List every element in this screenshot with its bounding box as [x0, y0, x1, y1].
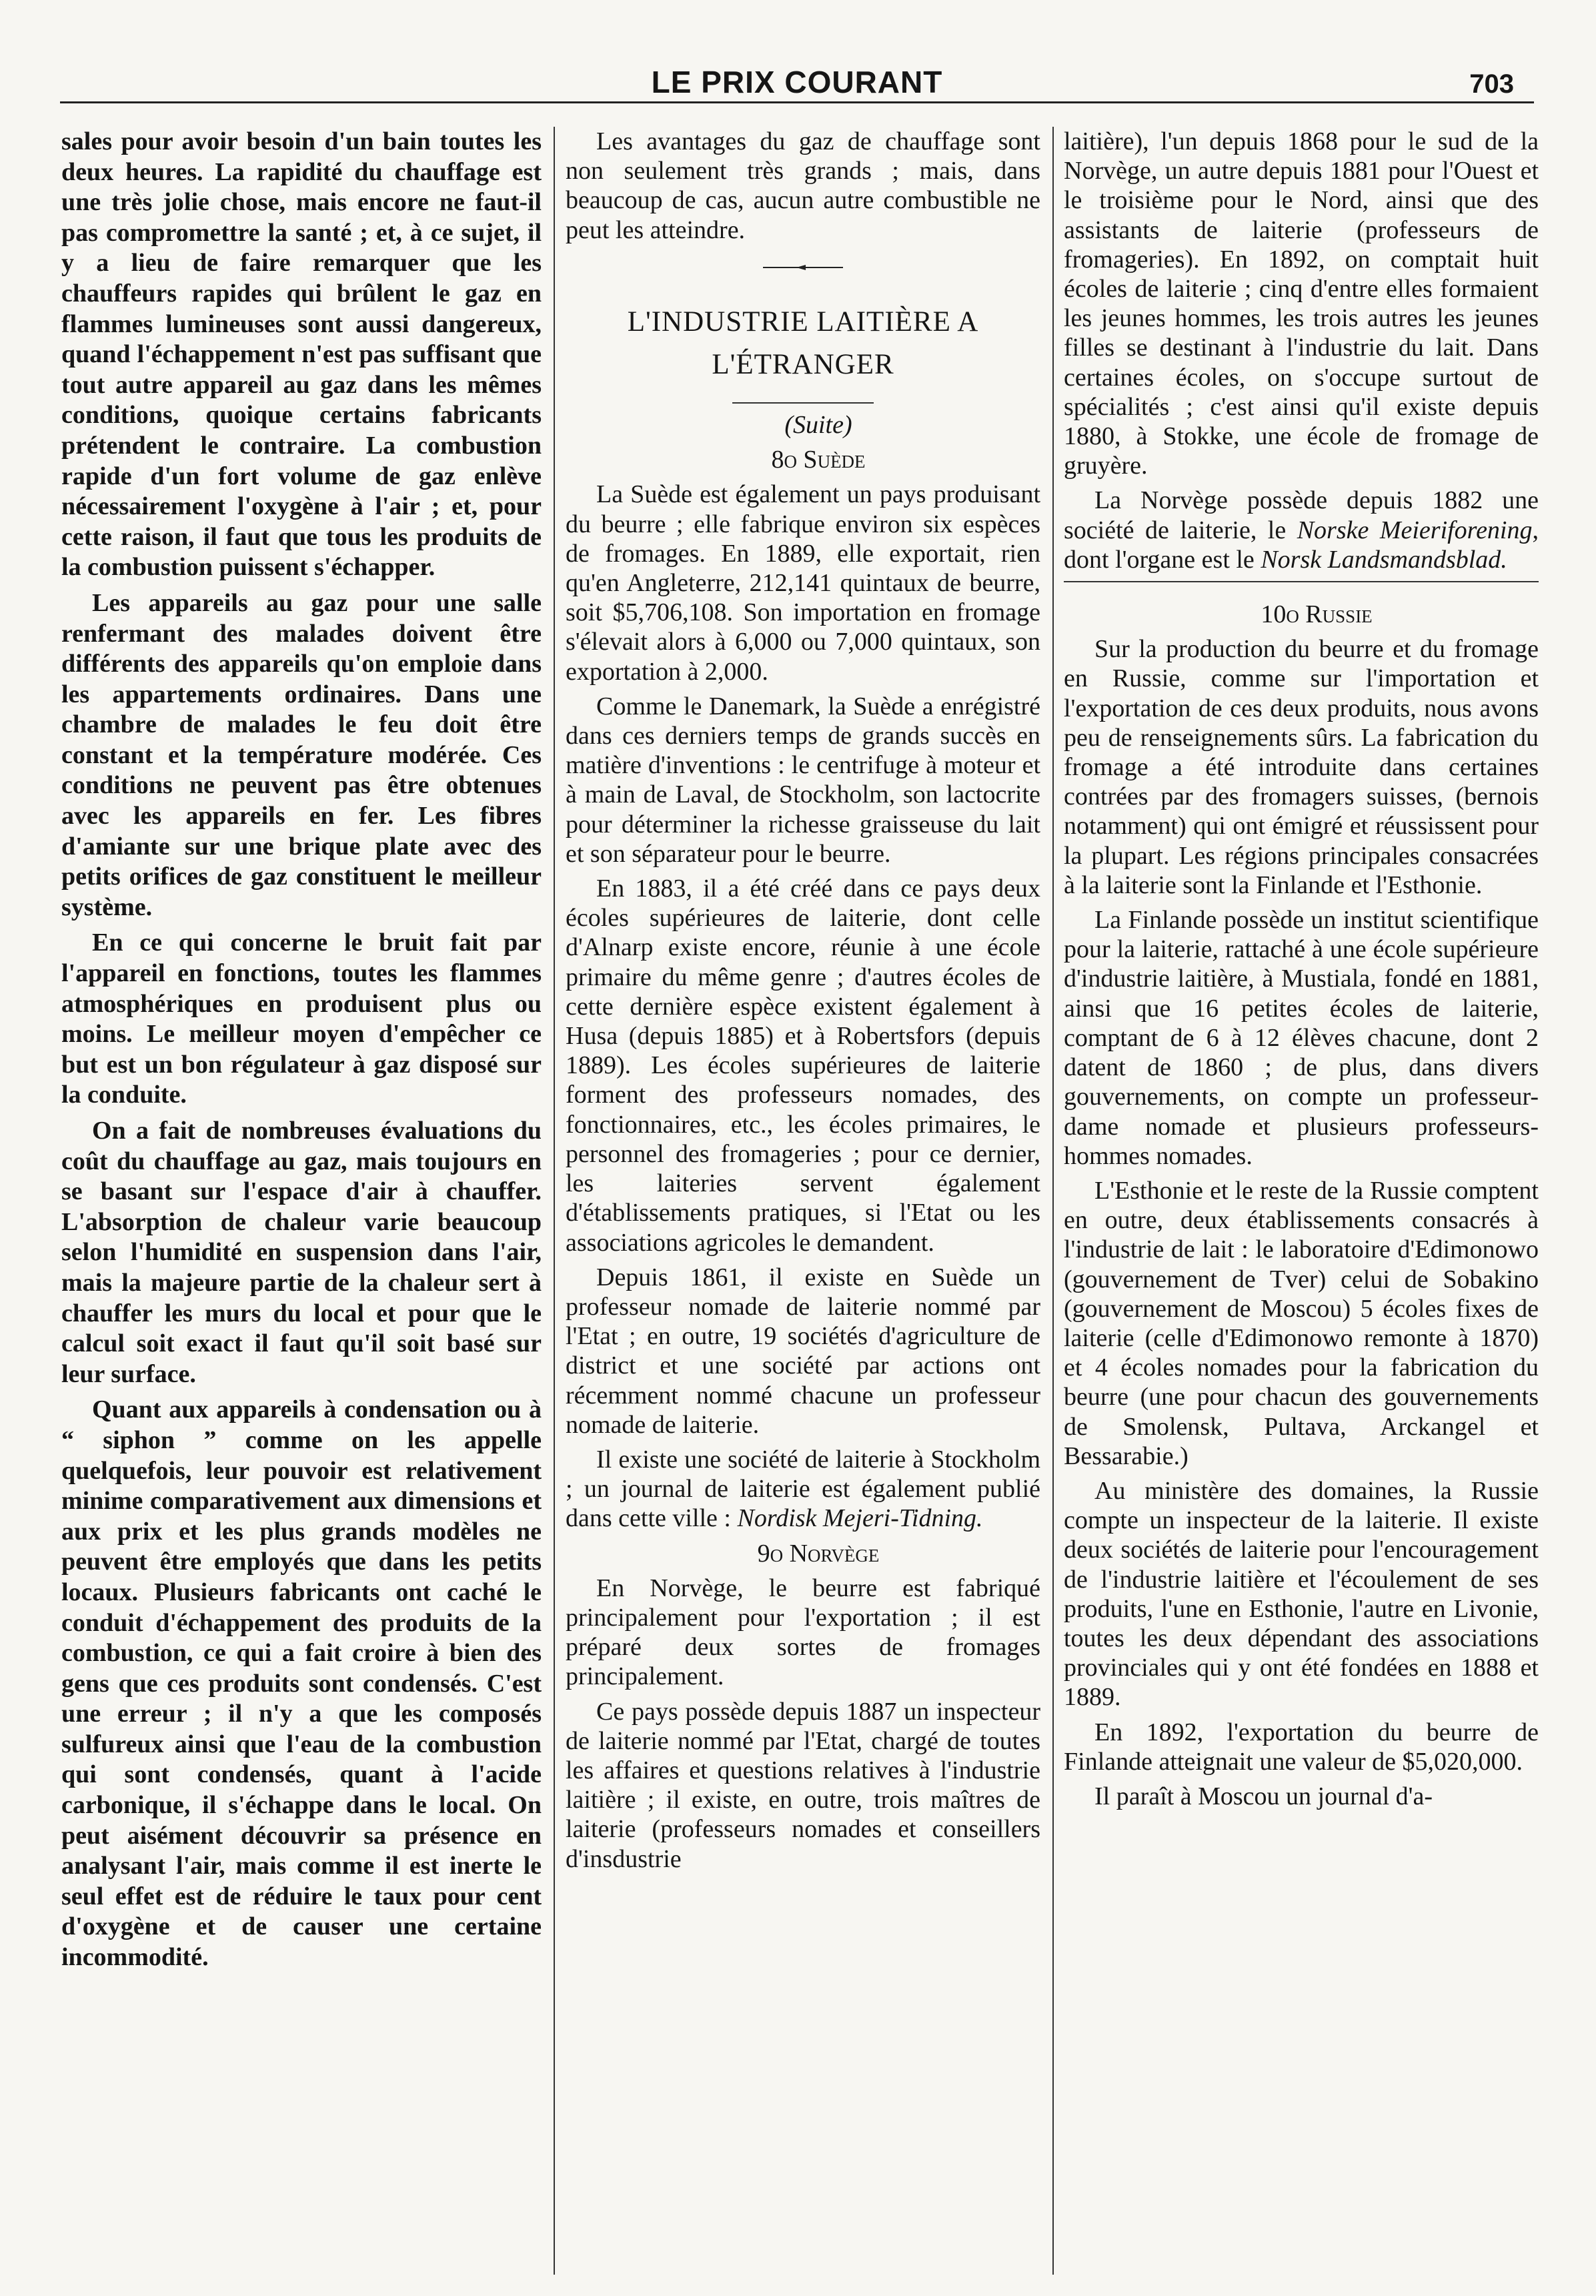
journal-name: Norsk Landsmandsblad.: [1261, 545, 1507, 574]
paragraph: [566, 1445, 1040, 1534]
paragraph: Quant aux appareils à condensation ou à “ siphon ” comme on les appelle quelquefois, leur pouvoir est relativement minime comparativement aux dimensions et aux prix et les plus grands modèles ne peuvent être employés que dans les petits locaux. Plusieurs fabricants ont caché le conduit d'échappement des produits de la combustion, ce qui a fait croire à bien des gens que ces produits sont condensés. C'est une erreur ; il n'y a que les composés sulfureux ainsi que l'eau de la combustion qui sont condensés, quant à l'acide carbonique, il s'échappe dans le local. On peut aisément découvrir sa présence en analysant l'air, mais comme il est inerte le seul effet est de réduire le taux pour cent d'oxygène et de causer une certaine incommodité.: [61, 1395, 542, 1972]
column-left: [61, 127, 542, 2275]
paragraph: Comme le Danemark, la Suède a enrégistré dans ces derniers temps de grands succès en matière d'inventions : le centrifuge à moteur et à main de Laval, de Stockholm, son lactocrite pour déterminer la richesse graisseuse du lait et son séparateur pour le beurre.: [566, 692, 1040, 868]
journal-name: Nordisk Mejeri-Tidning.: [737, 1504, 983, 1533]
paragraph: [1064, 486, 1539, 574]
journal-title: LE PRIX COURANT: [651, 65, 943, 99]
paragraph: En 1892, l'exportation du beurre de Finlande atteignait une valeur de $5,020,000.: [1064, 1718, 1539, 1776]
paragraph: Au ministère des domaines, la Russie compte un inspecteur de la laiterie. Il existe deux sociétés de laiterie pour l'encouragement de l'industrie laitière et l'écoulement de ses produits, l'une en Esthonie, l'autre en Livonie, toutes les deux dépendant des associations provinciales qui y ont été fondées en 1888 et 1889.: [1064, 1476, 1539, 1712]
subhead-russie: 10o Russie: [1261, 600, 1373, 629]
paragraph-text: , dont l'organe est le: [1064, 516, 1539, 574]
paragraph: Il paraît à Moscou un journal d'a-: [1094, 1782, 1433, 1810]
subhead-suede: 8o Suède: [771, 446, 866, 474]
paragraph: Les appareils au gaz pour une salle renfermant des malades doivent être différents des appareils qu'on emploie dans les appartements ordinaires. Dans une chambre de malades le feu doit être constant et la température modérée. Ces conditions ne peuvent pas être obtenues avec les appareils en fer. Les fibres d'amiante sur une brique plate avec des petits orifices de gaz constituent le meilleur système.: [61, 588, 542, 921]
column-divider: [554, 127, 555, 2275]
column-middle: [566, 127, 1040, 2275]
paragraph: laitière), l'un depuis 1868 pour le sud de la Norvège, un autre depuis 1881 pour l'Ouest et le troisième pour le Nord, ainsi que des assistants de laiterie (professeurs de fromageries). En 1892, on comptait huit écoles de laiterie ; cinq d'entre elles formaient les jeunes hommes, les trois autres les jeunes filles se destinant à l'industrie du lait. Dans certaines écoles, on s'occupe surtout de spécialités ; c'est ainsi qu'il existe depuis 1880, à Stokke, une école de fromage de gruyère.: [1064, 127, 1539, 480]
paragraph: En Norvège, le beurre est fabriqué principalement pour l'exportation ; il est préparé deux sortes de fromages principalement.: [566, 1574, 1040, 1691]
paragraph: La Finlande possède un institut scientifique pour la laiterie, rattaché à une école supérieure d'industrie laitière, à Mustiala, fondé en 1881, ainsi que 16 petites écoles de laiterie, comptant de 6 à 12 élèves chacune, dont 2 datent de 1860 ; de plus, dans divers gouvernements, on compte un professeur-dame nomade et plusieurs professeurs-hommes nomades.: [1064, 906, 1539, 1170]
title-rule: [732, 402, 874, 404]
column-divider: [1052, 127, 1054, 2275]
section-rule: [1064, 581, 1539, 582]
paragraph: Sur la production du beurre et du fromage en Russie, comme sur l'importation et l'exportation de ces deux produits, nous avons peu de renseignements sûrs. La fabrication du fromage a été introduite dans certaines contrées par des fromagers suisses, (bernois notamment) qui ont émigré et réussissent pour la plupart. Les régions principales consacrées à la laiterie sont la Finlande et l'Esthonie.: [1064, 635, 1539, 899]
paragraph: L'Esthonie et le reste de la Russie comptent en outre, deux établissements consacrés à l'industrie de lait : le laboratoire d'Edimonowo (gouvernement de Tver) celui de Sobakino (gouvernement de Moscou) 5 écoles fixes de laiterie (celle d'Edimonowo remonte à 1870) et 4 écoles nomades pour la fabrication du beurre (une pour chacun des gouvernements de Smolensk, Pultava, Arckangel et Bessarabie.): [1064, 1176, 1539, 1470]
paragraph: En ce qui concerne le bruit fait par l'appareil en fonctions, toutes les flammes atmosphériques en produisent plus ou moins. Le meilleur moyen d'empêcher ce but est un bon régulateur à gaz disposé sur la conduite.: [61, 929, 542, 1109]
paragraph-text: La Norvège possède depuis 1882 une société de laiterie, le: [1064, 486, 1539, 544]
paragraph: Les avantages du gaz de chauffage sont non seulement très grands ; mais, dans beaucoup de cas, aucun autre combustible ne peut les atteindre.: [566, 127, 1040, 244]
paragraph: En 1883, il a été créé dans ce pays deux écoles supérieures de laiterie, dont celle d'Alnarp existe encore, réunie à une école primaire du même genre ; d'autres écoles de cette dernière espèce existent également à Husa (depuis 1885) et à Robertsfors (depuis 1889). Les écoles supérieures de laiterie forment des professeurs nomades, des fonctionnaires, etc., les écoles primaires, le personnel des fromageries ; pour ce dernier, les laiteries servent également d'établissements pratiques, si l'Etat ou les associations agricoles le demandent.: [566, 875, 1040, 1257]
section-title: [566, 301, 1040, 386]
column-right: [1064, 127, 1539, 2275]
section-title-line: L'INDUSTRIE LAITIÈRE A: [627, 306, 979, 338]
subhead-norvege: 9o Norvège: [757, 1539, 880, 1568]
paragraph: Ce pays possède depuis 1887 un inspecteur de laiterie nommé par l'Etat, chargé de toutes les affaires et questions relatives à l'industrie laitière ; il existe, en outre, trois maîtres de laiterie (professeurs nomades et conseillers d'insdustrie: [566, 1697, 1040, 1873]
paragraph: La Suède est également un pays produisant du beurre ; elle fabrique environ six espèces de fromages. En 1889, elle exportait, rien qu'en Angleterre, 212,141 quintaux de beurre, soit $5,706,108. Son importation en fromage s'élevait alors à 6,000 ou 7,000 quintaux, son exportation à 2,000.: [566, 480, 1040, 686]
section-title-line: L'ÉTRANGER: [712, 349, 894, 381]
paragraph: Depuis 1861, il existe en Suède un professeur nomade de laiterie nommé par l'Etat ; en outre, 19 sociétés d'agriculture de district et une société par actions ont récemment nommé chacune un professeur nomade de laiterie.: [566, 1263, 1040, 1439]
paragraph-text: Il existe une société de laiterie à Stockholm ; un journal de laiterie est également publié dans cette ville :: [566, 1445, 1040, 1533]
header-rule: [60, 101, 1534, 103]
society-name: Norske Meieriforening: [1297, 516, 1533, 544]
suite-label: (Suite): [784, 411, 852, 440]
ornament-dash: [566, 251, 1040, 281]
page-number: 703: [1469, 69, 1514, 99]
paragraph: sales pour avoir besoin d'un bain toutes les deux heures. La rapidité du chauffage est une très jolie chose, mais encore ne faut-il pas compromettre la santé ; et, à ce sujet, il y a lieu de faire remarquer que les chauffeurs rapides qui brûlent le gaz en flammes lumineuses sont aussi dangereux, quand l'échappement n'est pas suffisant que tout autre appareil au gaz dans les mêmes conditions, quoique certains fabricants prétendent le contraire. La combustion rapide d'un fort volume de gaz enlève nécessairement l'oxygène à l'air ; et, pour cette raison, il faut que tous les produits de la combustion puissent s'échapper.: [61, 127, 542, 582]
page-header: [60, 59, 1534, 105]
paragraph: On a fait de nombreuses évaluations du coût du chauffage au gaz, mais toujours en se basant sur l'espace d'air à chauffer. L'absorption de chaleur varie beaucoup selon l'humidité en suspension dans l'air, mais la majeure partie de la chaleur sert à chauffer les murs du local et pour que le calcul soit exact il faut qu'il soit basé sur leur surface.: [61, 1117, 542, 1388]
